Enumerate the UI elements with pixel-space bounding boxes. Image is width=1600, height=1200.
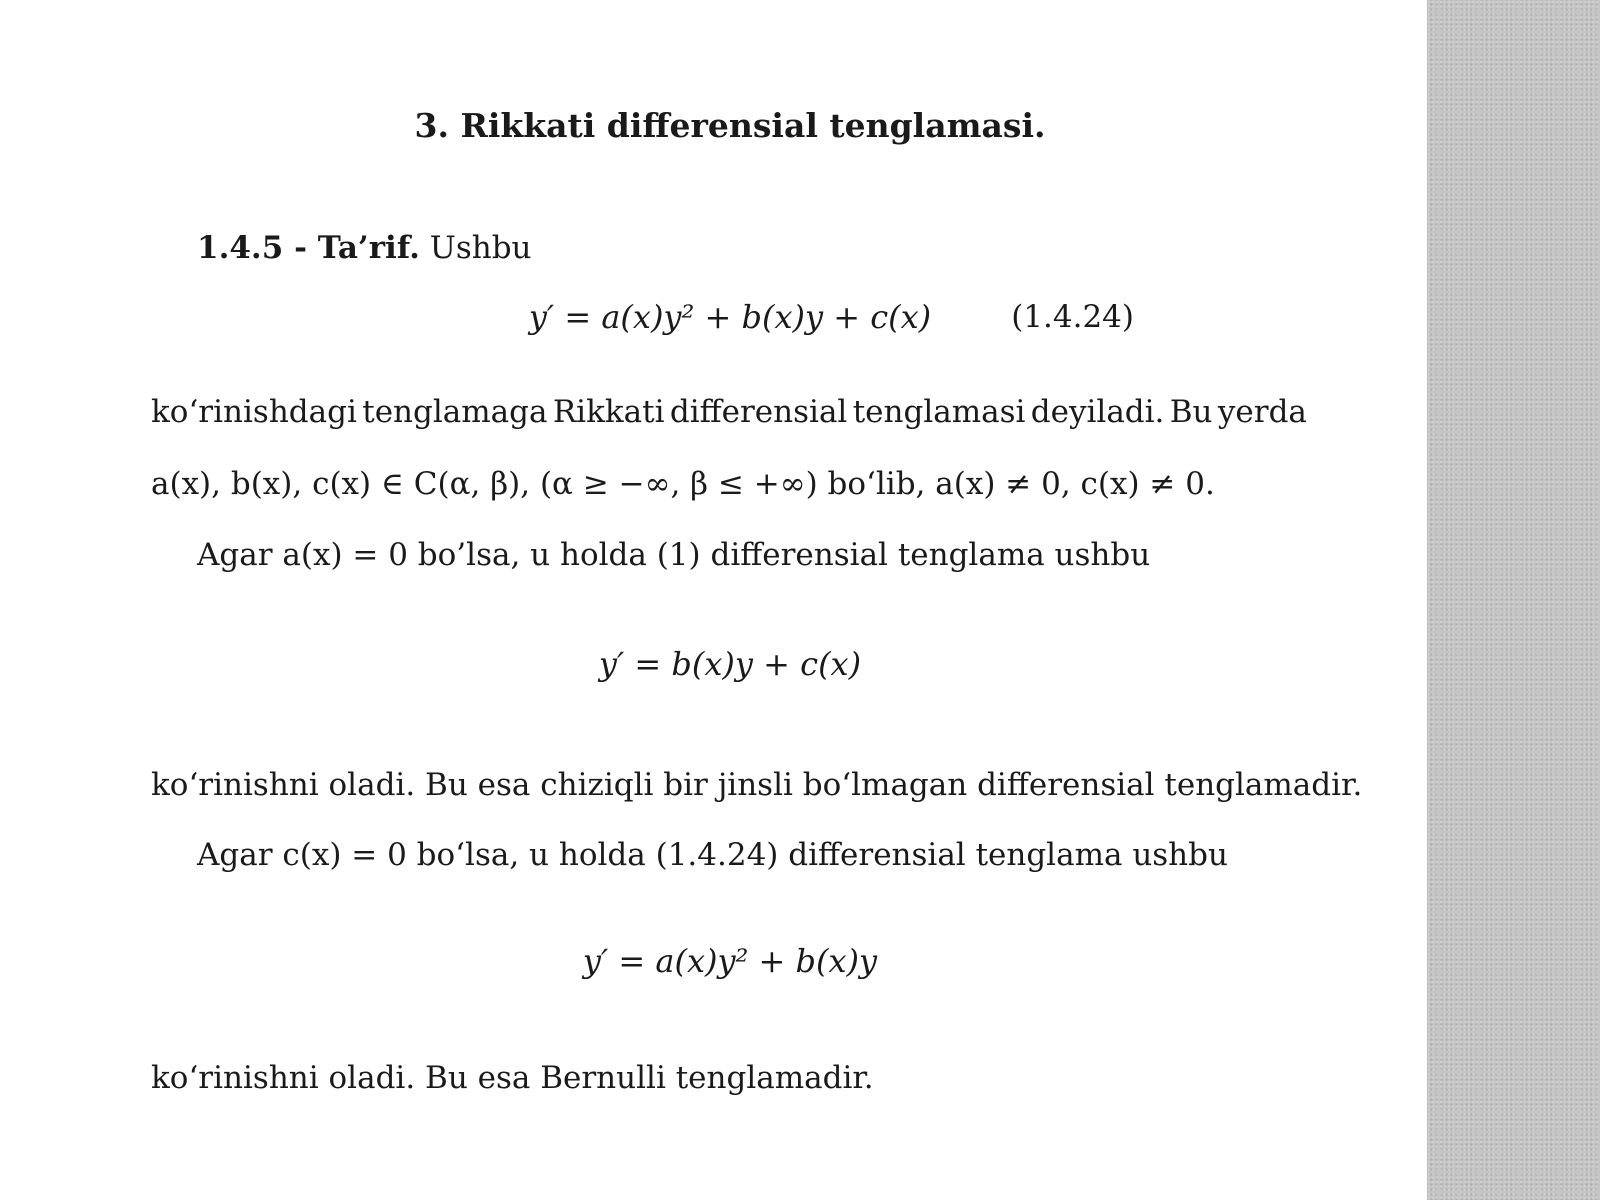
paragraph1-word: Rikkati (552, 394, 665, 430)
paragraph1-word: yerda (1217, 394, 1307, 430)
paragraph1-word: tenglamaga (362, 394, 548, 430)
bernoulli-equation: y′ = a(x)y² + b(x)y (582, 942, 878, 980)
paragraph1-word: deyiladi. (1030, 394, 1165, 430)
definition-label: 1.4.5 - Ta’rif. (197, 230, 420, 266)
case-a-conclusion: ko‘rinishni oladi. Bu esa chiziqli bir jinsli bo‘lmagan differensial tenglamadir. (151, 767, 1363, 803)
paragraph1-word: tenglamasi (852, 394, 1026, 430)
case-a-text: Agar a(x) = 0 bo’lsa, u holda (1) differensial tenglama ushbu (197, 537, 1151, 573)
riccati-equation-formula: y′ = a(x)y² + b(x)y + c(x) (528, 298, 932, 336)
paragraph1-word: Bu (1169, 394, 1213, 430)
paragraph1-line2: a(x), b(x), c(x) ∈ C(α, β), (α ≥ −∞, β ≤ +∞) bo‘lib, a(x) ≠ 0, c(x) ≠ 0. (151, 466, 1215, 502)
paragraph1-word: differensial (669, 394, 848, 430)
decorative-side-panel (1427, 0, 1600, 1200)
section-title: 3. Rikkati differensial tenglamasi. (414, 106, 1046, 145)
linear-equation: y′ = b(x)y + c(x) (598, 645, 862, 683)
definition-line (197, 228, 532, 268)
case-c-conclusion: ko‘rinishni oladi. Bu esa Bernulli tenglamadir. (151, 1060, 874, 1096)
paragraph1-line1 (151, 392, 1307, 432)
paragraph1-word: ko‘rinishdagi (151, 394, 357, 430)
definition-lead: Ushbu (419, 230, 532, 266)
riccati-equation (0, 298, 1460, 336)
equation-number: (1.4.24) (1011, 299, 1134, 335)
case-c-text: Agar c(x) = 0 bo‘lsa, u holda (1.4.24) differensial tenglama ushbu (197, 837, 1228, 873)
